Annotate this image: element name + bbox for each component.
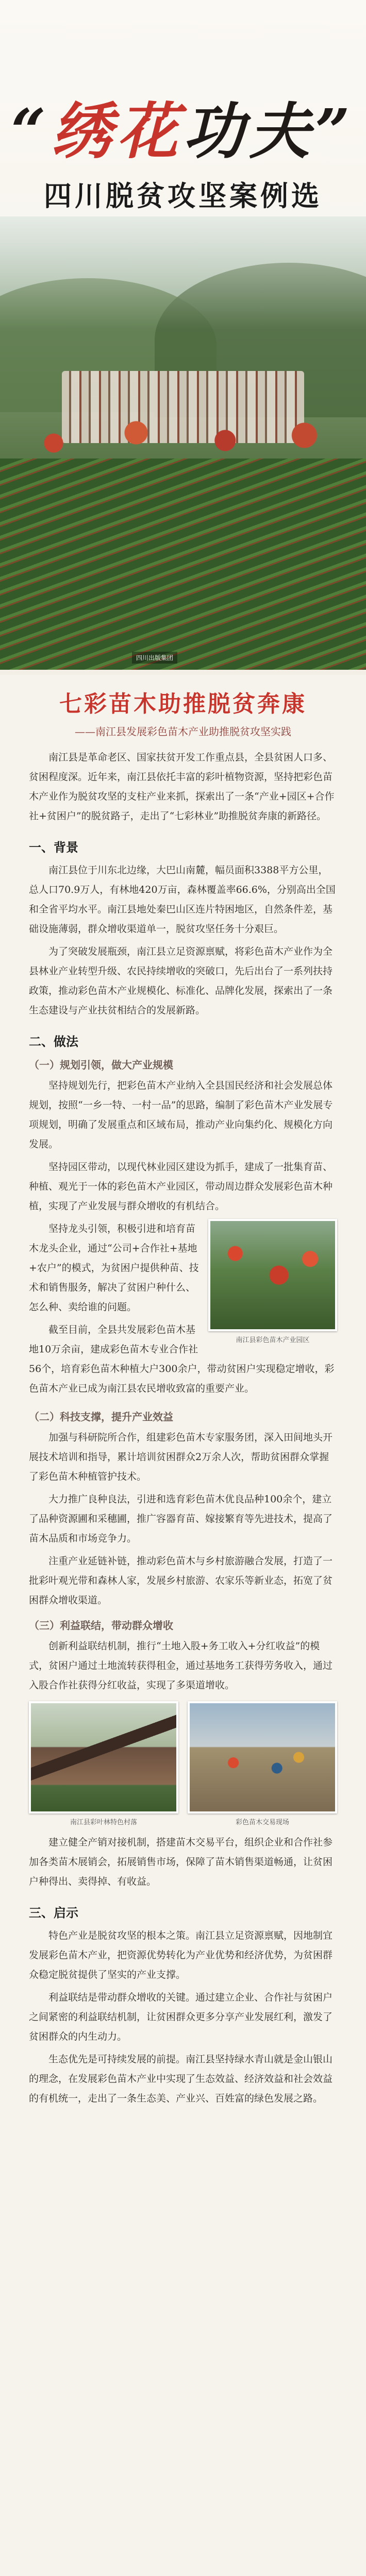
paragraph: 坚持规划先行，把彩色苗木产业纳入全县国民经济和社会发展总体规划，按照“一乡一特、一村一品”的思路，编制了彩色苗木产业发展专项规划，明确了发展重点和区域布局，推动产业向集约化、规模化方向发展。 (29, 1080, 333, 1150)
paragraph: 注重产业延链补链，推动彩色苗木与乡村旅游融合发展，打造了一批彩叶观光带和森林人家，发展乡村旅游、农家乐等新业态，拓宽了贫困群众增收渠道。 (29, 1555, 333, 1606)
figure-pair (29, 1701, 337, 1826)
paragraph: 为了突破发展瓶颈，南江县立足资源禀赋，将彩色苗木产业作为全县林业产业转型升级、农民持续增收的突破口，先后出台了一系列扶持政策，推动彩色苗木产业规模化、标准化、品牌化发展，探索出了一条生态建设与产业扶贫相结合的发展新路。 (29, 946, 333, 1016)
mist-overlay (0, 216, 366, 330)
figure (188, 1701, 337, 1826)
paragraph: 坚持园区带动，以现代林业园区建设为抓手，建成了一批集育苗、种植、观光于一体的彩色苗木产业园区，带动周边群众发展彩色苗木种植，实现了产业发展与群众增收的有机结合。 (29, 1161, 333, 1212)
subsection-heading: （二）科技支撑，提升产业效益 (29, 1411, 173, 1423)
paragraph: 创新利益联结机制，推行“土地入股+务工收入+分红收益”的模式，贫困户通过土地流转获得租金，通过基地务工获得劳务收入，通过入股合作社获得分红收益，实现了多渠道增收。 (29, 1640, 333, 1691)
section-heading: 三、启示 (29, 1906, 78, 1920)
article-title: 七彩苗木助推脱贫奔康 (59, 691, 307, 717)
terraced-field (0, 459, 366, 670)
book-title: “绣花功夫” (11, 95, 355, 167)
figure-caption: 彩色苗木交易现场 (235, 1819, 289, 1826)
figure-caption: 南江县彩叶林特色村落 (70, 1819, 137, 1826)
cover-photo (0, 216, 366, 670)
paragraph: 特色产业是脱贫攻坚的根本之策。南江县立足资源禀赋，因地制宜发展彩色苗木产业，把资源优势转化为产业优势和经济优势，为贫困群众稳定脱贫提供了坚实的产业支撑。 (29, 1930, 333, 1980)
paragraph: 生态优先是可持续发展的前提。南江县坚持绿水青山就是金山银山的理念，在发展彩色苗木产业中实现了生态效益、经济效益和社会效益的有机统一，走出了一条生态美、产业兴、百姓富的绿色发展之路。 (29, 2054, 333, 2104)
subsection-heading: （三）利益联结，带动群众增收 (29, 1619, 173, 1632)
cover (0, 0, 366, 675)
section-heading: 二、做法 (29, 1035, 78, 1049)
book-title-accent: 绣花 (51, 95, 183, 167)
colored-trees (21, 412, 351, 464)
book-subtitle: 四川脱贫攻坚案例选 (44, 180, 322, 212)
publisher-logo: 四川出版集团 (132, 652, 177, 664)
paragraph: 南江县位于川东北边缘，大巴山南麓，幅员面积3388平方公里，总人口70.9万人，有林地420万亩，森林覆盖率66.6%，分别高出全国和全省平均水平。南江县地处秦巴山区连片特困地区，自然条件差，基础设施薄弱，群众增收渠道单一，脱贫攻坚任务十分艰巨。 (29, 865, 336, 935)
market-photo (188, 1701, 337, 1814)
village-photo (29, 1701, 178, 1814)
intro-paragraph: 南江县是革命老区、国家扶贫开发工作重点县，全县贫困人口多、贫困程度深。近年来，南江县依托丰富的彩叶植物资源，坚持把彩色苗木产业作为脱贫攻坚的支柱产业来抓，探索出了一条“产业+园区+合作社+贫困户”的脱贫路子，走出了“七彩林业”助推脱贫奔康的新路径。 (29, 752, 335, 822)
book-title-rest: 功夫 (183, 95, 315, 167)
figure (29, 1701, 178, 1826)
paragraph: 大力推广良种良法，引进和选育彩色苗木优良品种100余个，建立了品种资源圃和采穗圃，推广容器育苗、嫁接繁育等先进技术，提高了苗木品质和市场竞争力。 (29, 1494, 333, 1544)
figure (208, 1219, 337, 1344)
paragraph: 加强与科研院所合作，组建彩色苗木专家服务团，深入田间地头开展技术培训和指导，累计培训贫困群众2万余人次，帮助贫困群众掌握了彩色苗木种植管护技术。 (29, 1432, 333, 1482)
figure-caption: 南江县彩色苗木产业园区 (236, 1336, 310, 1344)
section-heading: 一、背景 (29, 840, 78, 855)
article-subtitle: ——南江县发展彩色苗木产业助推脱贫攻坚实践 (75, 725, 291, 738)
subsection-heading: （一）规划引领，做大产业规模 (29, 1059, 173, 1071)
article (29, 685, 337, 2111)
paragraph: 截至目前，全县共发展彩色苗木基地10万余亩，建成彩色苗木专业合作社56个，培育彩色苗木种植大户300余户，带动贫困户实现稳定增收，彩色苗木产业已成为南江县农民增收致富的重要产业。 (29, 1324, 335, 1394)
paragraph: 建立健全产销对接机制，搭建苗木交易平台，组织企业和合作社参加各类苗木展销会，拓展销售市场，保障了苗木销售渠道畅通，让贫困户种得出、卖得掉、有收益。 (29, 1837, 333, 1887)
paragraph: 坚持龙头引领，积极引进和培育苗木龙头企业，通过“公司+合作社+基地+农户”的模式，为贫困户提供种苗、技术和销售服务，解决了贫困户种什么、怎么种、卖给谁的问题。 (29, 1223, 199, 1313)
orchard-photo (208, 1219, 337, 1331)
paragraph: 利益联结是带动群众增收的关键。通过建立企业、合作社与贫困户之间紧密的利益联结机制，让贫困群众更多分享产业发展红利，激发了贫困群众的内生动力。 (29, 1992, 333, 2042)
